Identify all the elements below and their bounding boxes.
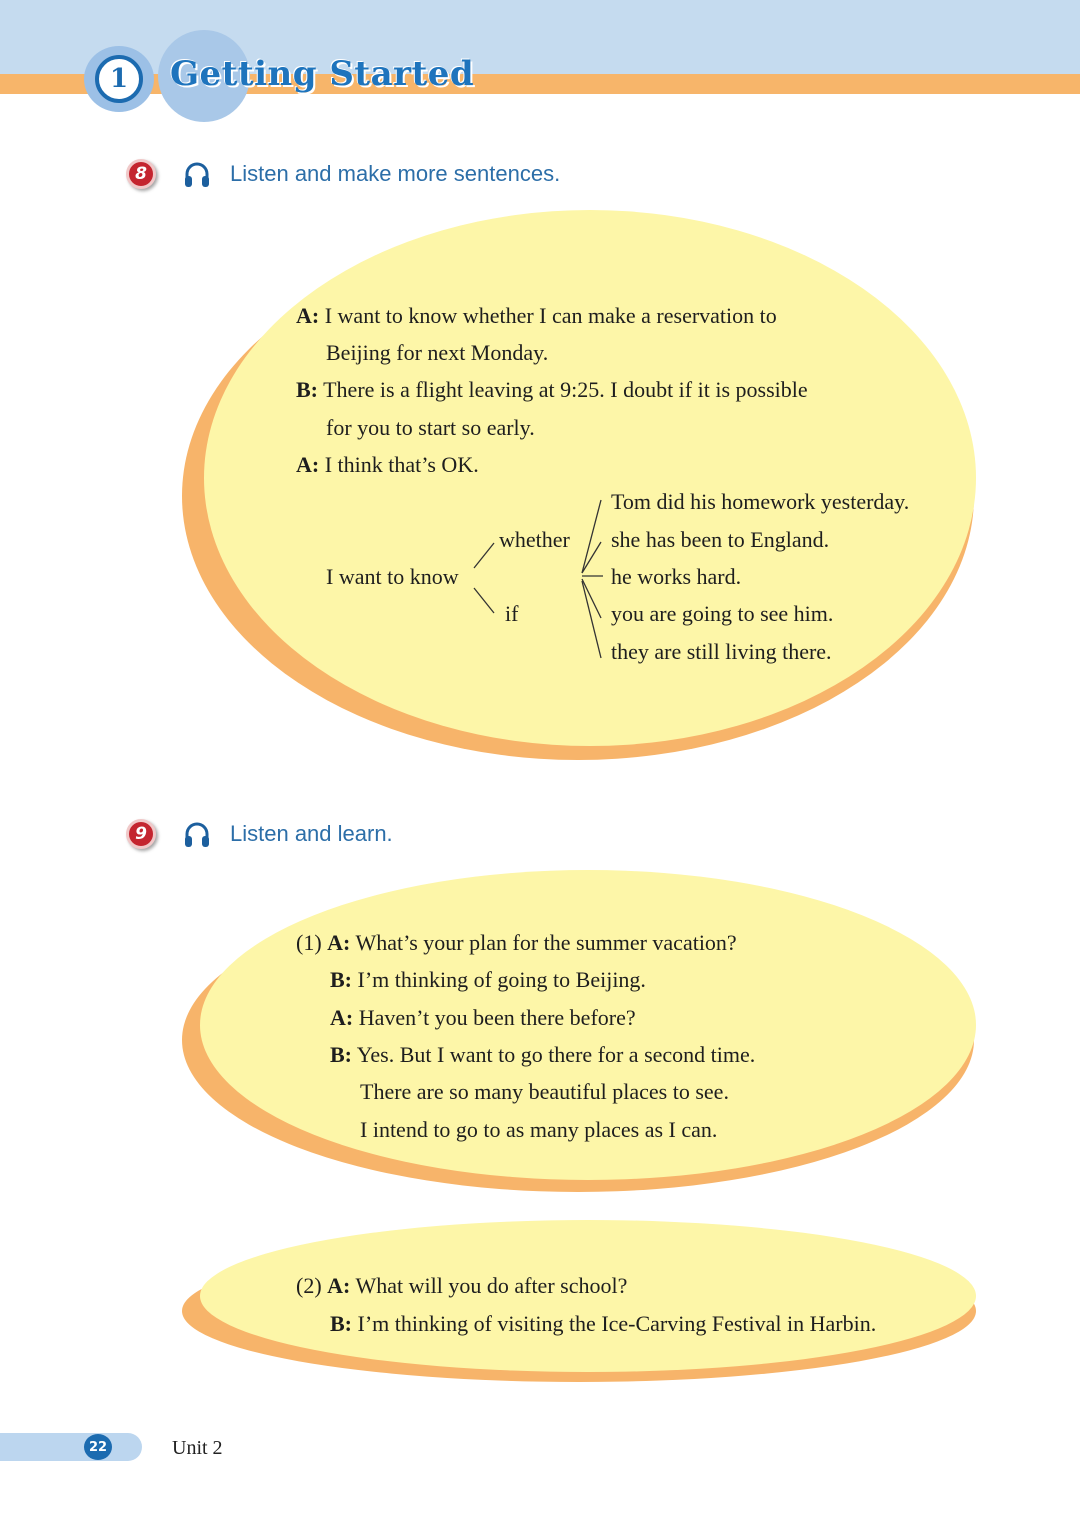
exercise-9-instruction: Listen and learn. (230, 821, 393, 846)
section-title: Getting Started (170, 54, 475, 94)
dialogue-line: There are so many beautiful places to see. (360, 1079, 729, 1104)
diagram-connector-whether: whether (499, 527, 570, 552)
dialogue-line: B: Yes. But I want to go there for a second time. (330, 1042, 756, 1067)
page-tab (0, 1433, 142, 1461)
dialogue-line: B: There is a flight leaving at 9:25. I doubt if it is possible (296, 377, 808, 402)
diagram-clause: they are still living there. (611, 639, 832, 664)
exercise-8-badge: 8 (126, 159, 156, 189)
dialogue-line: A: Haven’t you been there before? (330, 1005, 636, 1030)
exercise-8-instruction: Listen and make more sentences. (230, 161, 561, 186)
unit-label: Unit 2 (172, 1437, 223, 1459)
dialogue-line: (1) A: What’s your plan for the summer vacation? (296, 930, 737, 955)
dialogue-line: for you to start so early. (326, 415, 535, 440)
page-number: 22 (84, 1434, 112, 1460)
section-number: 1 (95, 55, 143, 103)
dialogue-line: B: I’m thinking of going to Beijing. (330, 967, 646, 992)
diagram-clause: you are going to see him. (611, 601, 834, 626)
exercise-9-badge: 9 (126, 819, 156, 849)
diagram-clause: Tom did his homework yesterday. (611, 489, 910, 514)
dialogue-line: A: I want to know whether I can make a reservation to (296, 303, 777, 328)
dialogue-line: I intend to go to as many places as I can. (360, 1117, 718, 1142)
diagram-clause: he works hard. (611, 564, 742, 589)
diagram-stem: I want to know (326, 564, 459, 589)
dialogue-line: Beijing for next Monday. (326, 340, 549, 365)
headphones-icon (182, 820, 212, 850)
diagram-clause: she has been to England. (611, 527, 830, 552)
dialogue-line: B: I’m thinking of visiting the Ice-Carving Festival in Harbin. (330, 1311, 877, 1336)
dialogue-line: A: I think that’s OK. (296, 452, 479, 477)
diagram-connector-if: if (505, 601, 519, 626)
dialogue-line: (2) A: What will you do after school? (296, 1273, 628, 1298)
